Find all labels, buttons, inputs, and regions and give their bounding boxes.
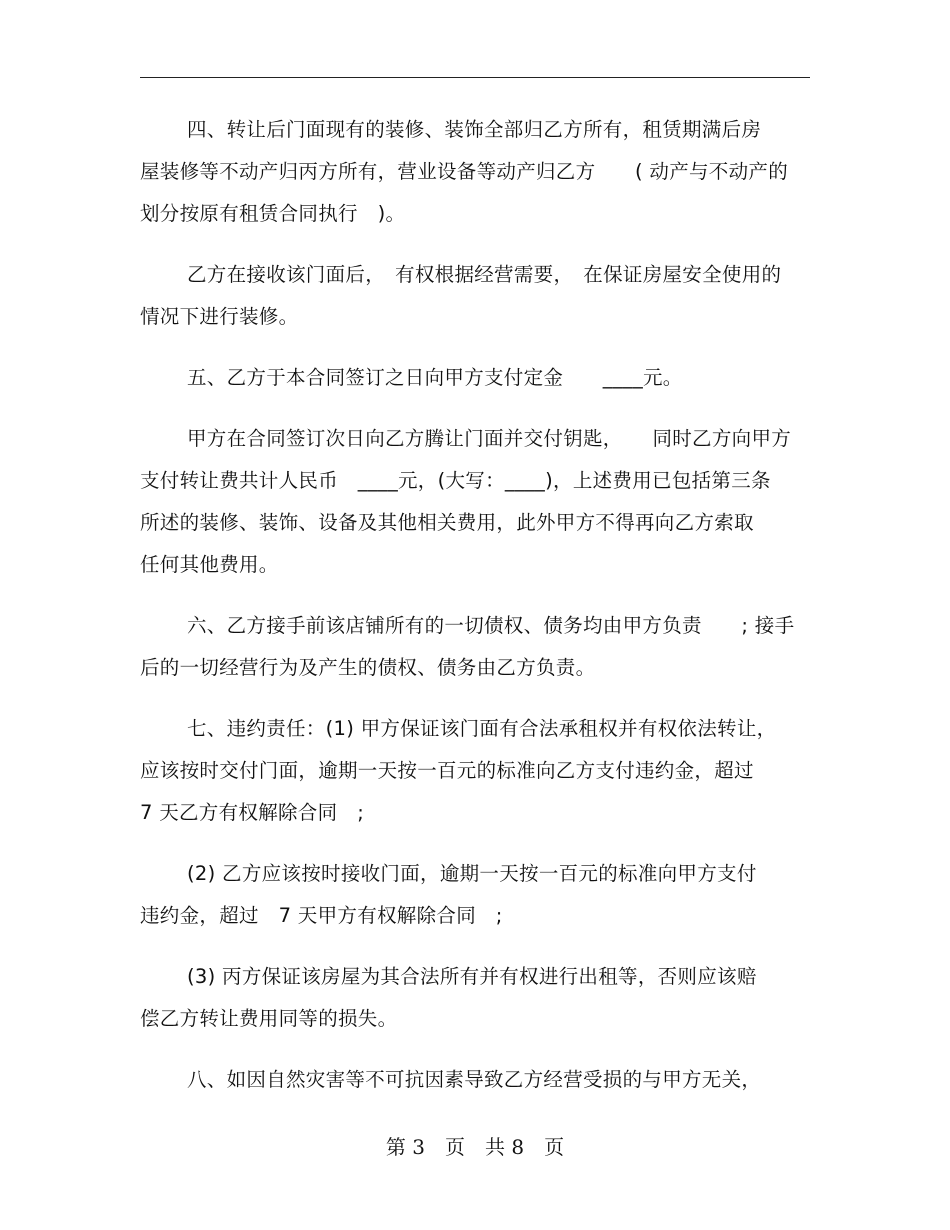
clause-5b-line-2: 支付转让费共计人民币 ____元，(大写：____)，上述费用已包括第三条 bbox=[140, 469, 771, 492]
clause-5b-line-4: 任何其他费用。 bbox=[140, 553, 279, 576]
clause-7-line-2: 应该按时交付门面，逾期一天按一百元的标准向乙方支付违约金，超过 bbox=[140, 759, 754, 782]
clause-4-line-1: 四、转让后门面现有的装修、装饰全部归乙方所有，租赁期满后房 bbox=[187, 118, 762, 141]
clause-7-2-line-2: 违约金，超过 7 天甲方有权解除合同 ; bbox=[140, 904, 503, 927]
clause-7-3-line-2: 偿乙方转让费用同等的损失。 bbox=[140, 1007, 398, 1030]
page-number-footer: 第 3 页 共 8 页 bbox=[385, 1135, 565, 1159]
clause-7-line-3: 7 天乙方有权解除合同 ; bbox=[140, 801, 365, 824]
clause-4b-line-1: 乙方在接收该门面后， 有权根据经营需要， 在保证房屋安全使用的 bbox=[187, 263, 782, 286]
clause-6-line-2: 后的一切经营行为及产生的债权、债务由乙方负责。 bbox=[140, 656, 596, 679]
clause-7-line-1: 七、违约责任：(1) 甲方保证该门面有合法承租权并有权依法转让， bbox=[187, 717, 777, 740]
clause-4-line-3: 划分按原有租赁合同执行 )。 bbox=[140, 202, 406, 225]
clause-5b-line-3: 所述的装修、装饰、设备及其他相关费用，此外甲方不得再向乙方索取 bbox=[140, 511, 754, 534]
clause-6-line-1: 六、乙方接手前该店铺所有的一切债权、债务均由甲方负责 ; 接手 bbox=[187, 614, 795, 637]
clause-4-line-2: 屋装修等不动产归丙方所有，营业设备等动产归乙方 ( 动产与不动产的 bbox=[140, 160, 789, 183]
clause-8-line-1: 八、如因自然灾害等不可抗因素导致乙方经营受损的与甲方无关， bbox=[187, 1068, 762, 1091]
clause-5-line-1: 五、乙方于本合同签订之日向甲方支付定金 ____元。 bbox=[187, 366, 683, 389]
clause-7-2-line-1: (2) 乙方应该按时接收门面，逾期一天按一百元的标准向甲方支付 bbox=[187, 862, 757, 885]
clause-7-3-line-1: (3) 丙方保证该房屋为其合法所有并有权进行出租等，否则应该赔 bbox=[187, 965, 757, 988]
clause-4b-line-2: 情况下进行装修。 bbox=[140, 305, 299, 328]
header-rule bbox=[140, 77, 810, 78]
clause-5b-line-1: 甲方在合同签订次日向乙方腾让门面并交付钥匙， 同时乙方向甲方 bbox=[187, 427, 792, 450]
